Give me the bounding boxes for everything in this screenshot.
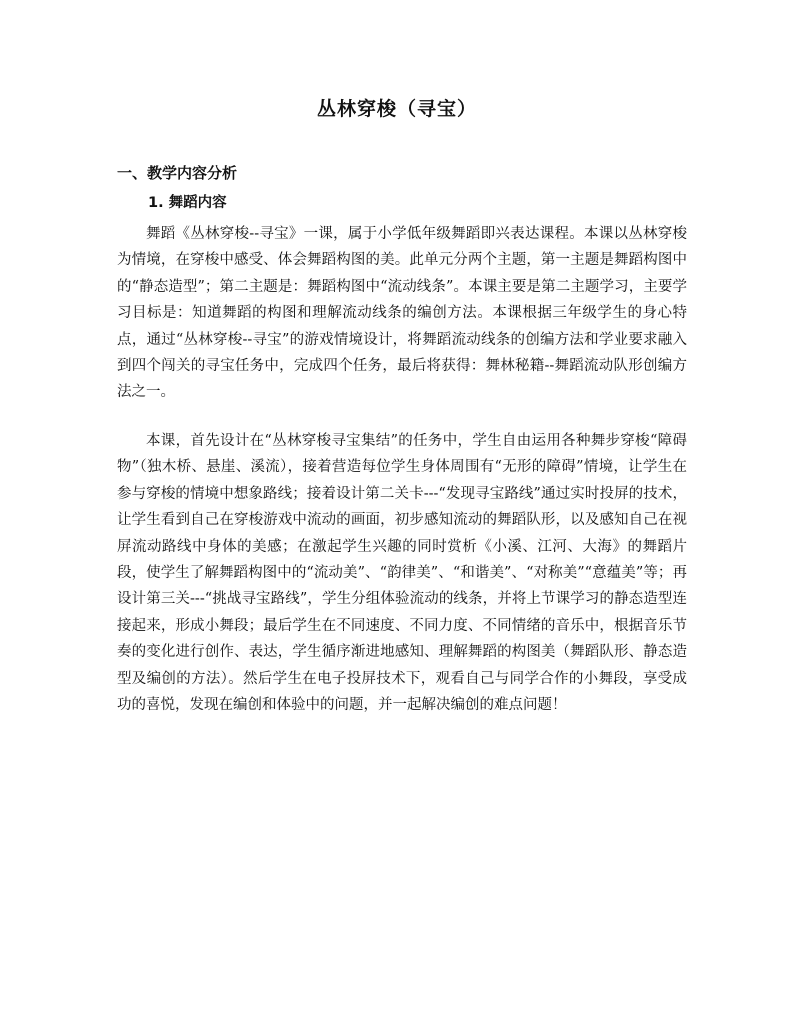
body-paragraph-1: 舞蹈《丛林穿梭--寻宝》一课，属于小学低年级舞蹈即兴表达课程。本课以丛林穿梭为情境，在穿梭中感受、体会舞蹈构图的美。此单元分两个主题，第一主题是舞蹈构图中的“静态造型”；第二主题是：舞蹈构图中“流动线条”。本课主要是第二主题学习，主要学习目标是：知道舞蹈的构图和理解流动线条的编创方法。本课根据三年级学生的身心特点，通过“丛林穿梭--寻宝”的游戏情境设计，将舞蹈流动线条的创编方法和学业要求融入到四个闯关的寻宝任务中，完成四个任务，最后将获得：舞林秘籍--舞蹈流动队形创编方法之一。 — [117, 226, 687, 401]
subsection-heading: 1. 舞蹈内容 — [148, 195, 227, 211]
section-heading: 一、教学内容分析 — [117, 164, 238, 182]
body-paragraph-2: 本课，首先设计在“丛林穿梭寻宝集结”的任务中，学生自由运用各种舞步穿梭“障碍物”（独木桥、悬崖、溪流），接着营造每位学生身体周围有“无形的障碍”情境，让学生在参与穿梭的情境中想象路线；接着设计第二关卡---“发现寻宝路线”通过实时投屏的技术，让学生看到自己在穿梭游戏中流动的画面，初步感知流动的舞蹈队形，以及感知自己在视屏流动路线中身体的美感；在激起学生兴趣的同时赏析《小溪、江河、大海》的舞蹈片段，使学生了解舞蹈构图中的“流动美”、“韵律美”、“和谐美”、“对称美”“意蕴美”等；再设计第三关---“挑战寻宝路线”，学生分组体验流动的线条，并将上节课学习的静态造型连接起来，形成小舞段；最后学生在不同速度、不同力度、不同情绪的音乐中，根据音乐节奏的变化进行创作、表达，学生循序渐进地感知、理解舞蹈的构图美（舞蹈队形、静态造型及编创的方法）。然后学生在电子投屏技术下，观看自己与同学合作的小舞段，享受成功的喜悦，发现在编创和体验中的问题，并一起解决编创的难点问题！ — [117, 433, 687, 714]
document-title: 丛林穿梭（寻宝） — [316, 98, 477, 120]
